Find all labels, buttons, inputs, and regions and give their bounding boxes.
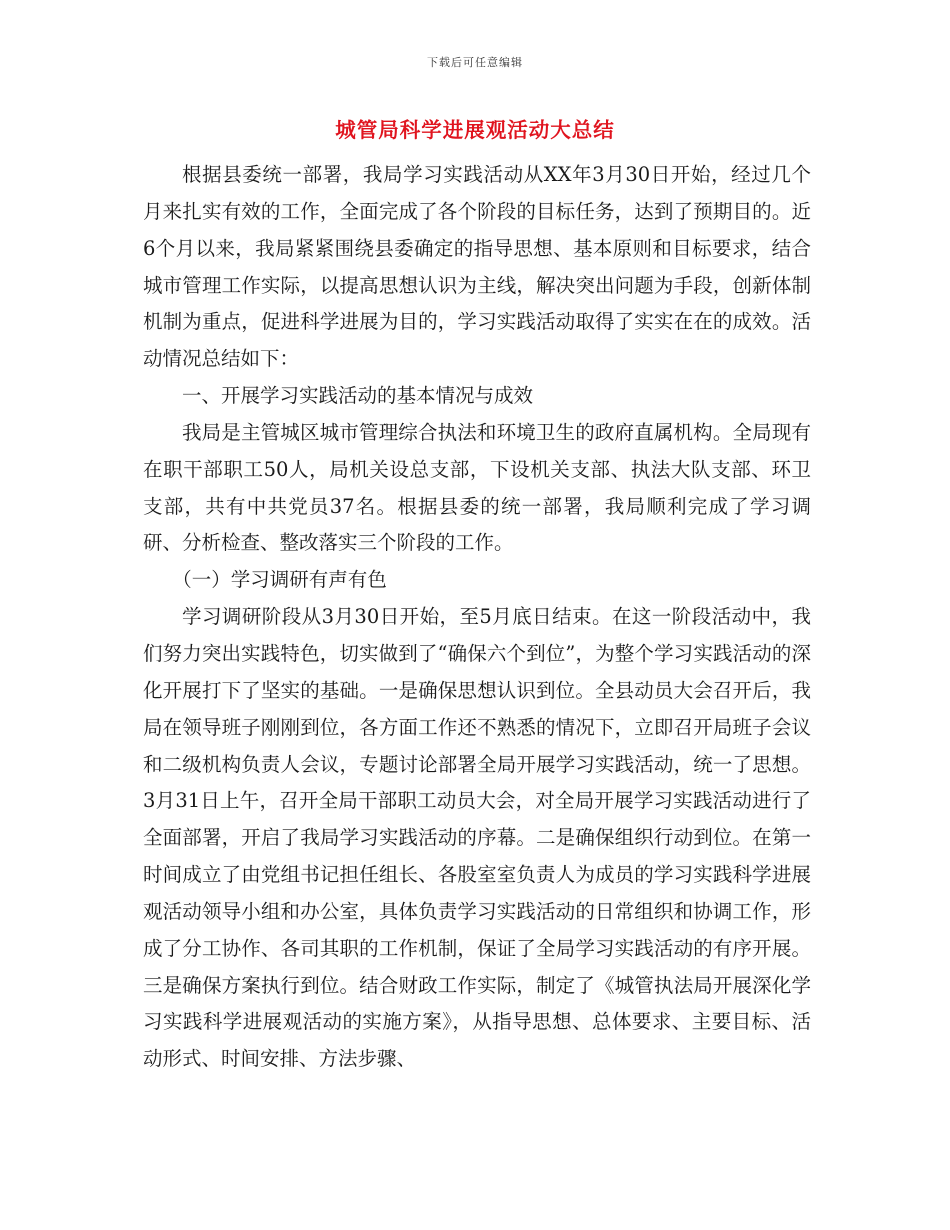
section-heading-1: 一、开展学习实践活动的基本情况与成效 bbox=[182, 384, 534, 408]
document-body bbox=[143, 157, 811, 1078]
paragraph-study-research: 学习调研阶段从3月30日开始，至5月底日结束。在这一阶段活动中，我们努力突出实践特色，切实做到了“确保六个到位”，为整个学习实践活动的深化开展打下了坚实的基础。一是确保思想认识到位。全县动员大会召开后，我局在领导班子刚刚到位，各方面工作还不熟悉的情况下，立即召开局班子会议和二级机构负责人会议，专题讨论部署全局开展学习实践活动，统一了思想。3月31日上午，召开全局干部职工动员大会，对全局开展学习实践活动进行了全面部署，开启了我局学习实践活动的序幕。二是确保组织行动到位。在第一时间成立了由党组书记担任组长、各股室室负责人为成员的学习实践科学进展观活动领导小组和办公室，具体负责学习实践活动的日常组织和协调工作，形成了分工协作、各司其职的工作机制，保证了全局学习实践活动的有序开展。三是确保方案执行到位。结合财政工作实际，制定了《城管执法局开展深化学习实践科学进展观活动的实施方案》，从指导思想、总体要求、主要目标、活动形式、时间安排、方法步骤、 bbox=[143, 605, 811, 1071]
paragraph-bureau-overview: 我局是主管城区城市管理综合执法和环境卫生的政府直属机构。全局现有在职干部职工50人，局机关设总支部，下设机关支部、执法大队支部、环卫支部，共有中共党员37名。根据县委的统一部署，我局顺利完成了学习调研、分析检查、整改落实三个阶段的工作。 bbox=[143, 420, 811, 555]
document-title: 城管局科学进展观活动大总结 bbox=[335, 118, 615, 142]
page-header-note: 下载后可任意编辑 bbox=[427, 56, 523, 69]
paragraph-intro: 根据县委统一部署，我局学习实践活动从XX年3月30日开始，经过几个月来扎实有效的工作，全面完成了各个阶段的目标任务，达到了预期目的。近6个月以来，我局紧紧围绕县委确定的指导思想、基本原则和目标要求，结合城市管理工作实际，以提高思想认识为主线，解决突出问题为手段，创新体制机制为重点，促进科学进展为目的，学习实践活动取得了实实在在的成效。活动情况总结如下： bbox=[143, 163, 811, 371]
subsection-heading-1: （一）学习调研有声有色 bbox=[172, 568, 387, 592]
